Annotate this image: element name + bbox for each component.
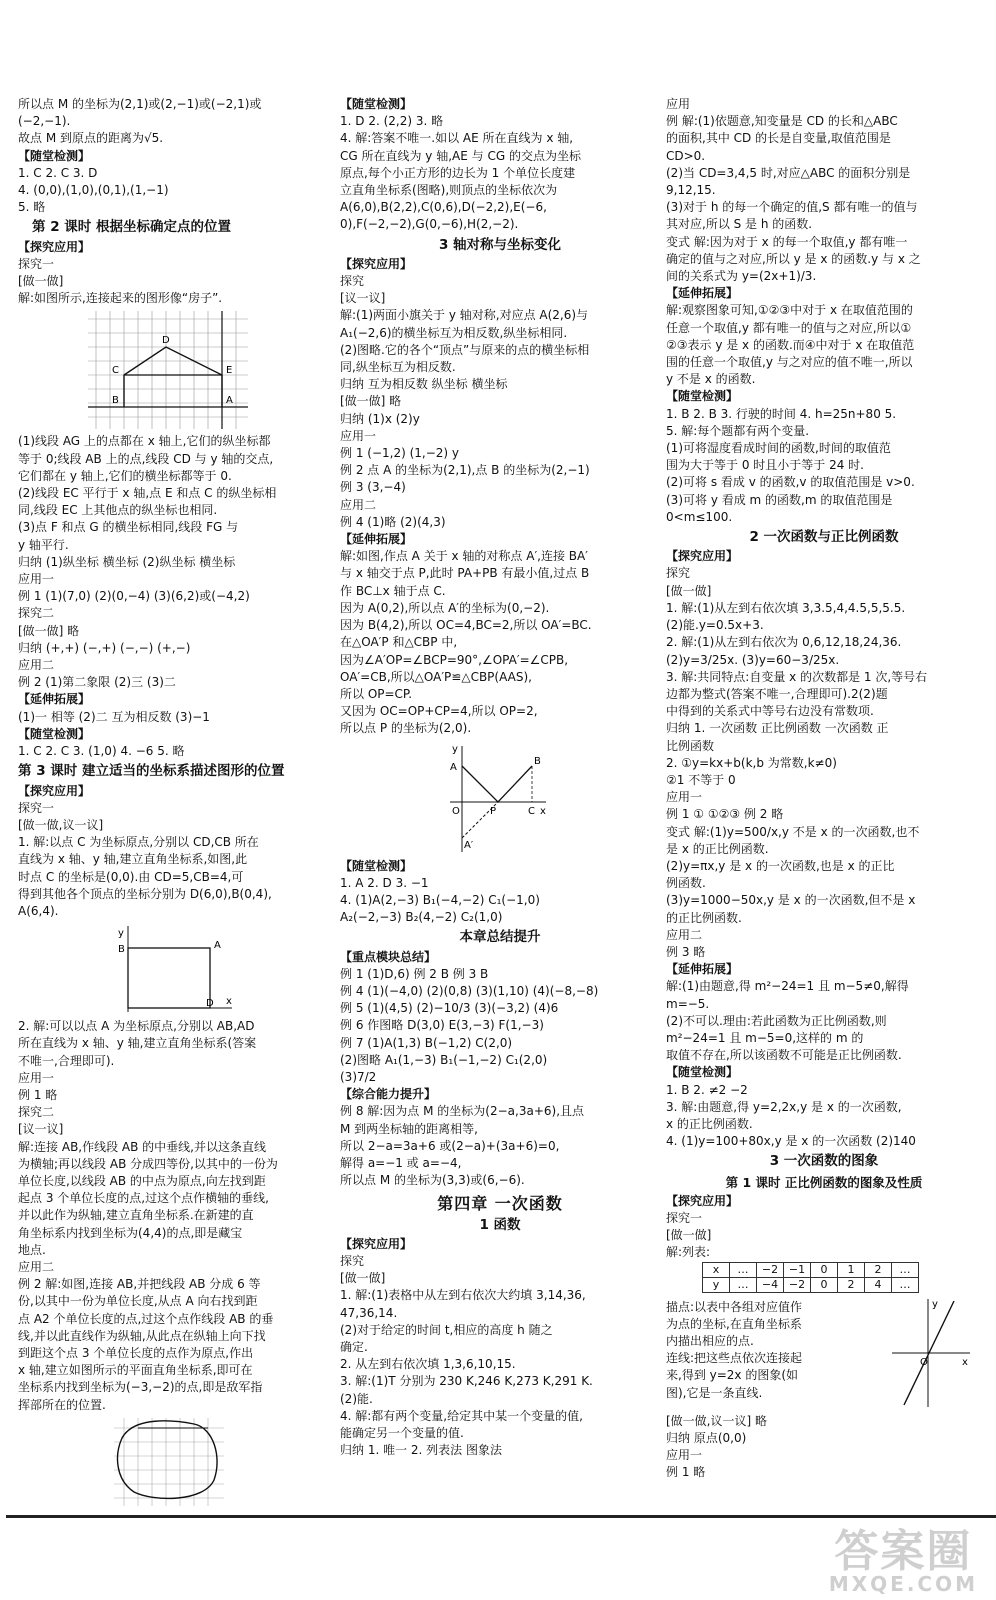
table-cell: x	[703, 1262, 730, 1277]
text-line: CD>0.	[666, 148, 706, 163]
watermark-logo-text: 答案圈	[834, 1526, 973, 1577]
text-line: 时点 C 的坐标是(0,0).由 CD=5,CB=4,可	[18, 869, 244, 884]
text-line: 确定.	[340, 1340, 368, 1354]
text-line: 起点 3 个单位长度的点,过这个点作横轴的垂线,	[18, 1191, 269, 1206]
text-line: M 到两坐标轴的距离相等,	[340, 1121, 478, 1136]
text-line: 挥部所在的位置.	[18, 1397, 106, 1412]
refl-label-c: C	[528, 805, 535, 817]
watermark-url: MXQE.COM	[828, 1572, 978, 1596]
house-label-a: A	[226, 395, 233, 407]
table-row-y	[703, 1277, 919, 1292]
text-line: (2)图略.它的各个“顶点”与原来的点的横坐标相	[340, 342, 590, 357]
house-label-d: D	[162, 335, 170, 347]
rect-label-b: B	[118, 944, 125, 956]
table-cell: −1	[784, 1262, 811, 1277]
lesson2-title: 第 2 课时 根据坐标确定点的位置	[32, 219, 231, 236]
text-line: 应用二	[666, 927, 703, 942]
text-line: 探究	[340, 274, 365, 289]
text-line: 例 5 (1)(4,5) (2)−10/3 (3)(−3,2) (4)6	[340, 1001, 559, 1016]
text-line: 【随堂检测】	[666, 389, 739, 404]
text-line: 解:(1)两面小旗关于 y 轴对称,对应点 A(2,6)与	[340, 308, 589, 323]
house-label-b: B	[112, 395, 119, 407]
text-line: 3. 解:(1)T 分别为 230 K,246 K,273 K,291 K.	[340, 1374, 593, 1389]
table-cell: …	[892, 1277, 919, 1292]
sec3-axis-symmetry-title: 3 轴对称与坐标变化	[438, 236, 562, 253]
text-line: 的正比例函数.	[666, 910, 742, 925]
text-line: 例 解:(1)依题意,知变量是 CD 的长和△ABC	[666, 114, 898, 129]
text-line: (−2,−1).	[18, 114, 71, 129]
text-line: 归纳 1. 唯一 2. 列表法 图象法	[340, 1443, 502, 1458]
text-line: 1. C 2. C 3. D	[18, 165, 98, 180]
sec1-function-title: 1 函数	[479, 1216, 521, 1233]
text-line: 例 3 (3,−4)	[340, 480, 406, 495]
text-line: [议一议]	[18, 1122, 64, 1137]
text-line: 变式 解:因为对于 x 的每一个取值,y 都有唯一	[666, 234, 908, 249]
text-line: 归纳 原点(0,0)	[666, 1430, 747, 1445]
text-line: 地点.	[18, 1242, 46, 1257]
text-line: A(6,4).	[18, 903, 59, 918]
text-line: 描点:以表中各组对应值作	[666, 1299, 803, 1314]
text-line: [做一做]	[666, 1228, 712, 1243]
text-line: 作 BC⊥x 轴于点 C.	[340, 583, 446, 598]
text-line: 能确定另一个变量的值.	[340, 1426, 464, 1441]
col3-sec2-lines	[666, 548, 982, 1150]
text-line: (3)对于 h 的每一个确定的值,S 都有唯一的值与	[666, 200, 918, 215]
text-line: 因为 A(0,2),所以点 A′的坐标为(0,−2).	[340, 600, 550, 615]
text-line: 解:如图,作点 A 关于 x 轴的对称点 A′,连接 BA′	[340, 549, 588, 564]
text-line: 应用一	[666, 790, 703, 805]
text-line: (2)y=πx,y 是 x 的一次函数,也是 x 的正比	[666, 858, 895, 873]
text-line: 所以 OP=CP.	[340, 686, 413, 701]
text-line: 4. 解:答案不唯一.如以 AE 所在直线为 x 轴,	[340, 131, 574, 146]
value-table	[702, 1262, 919, 1293]
text-line: [做一做] 略	[340, 394, 402, 409]
text-line: OA′=CB,所以△OA′P≌△CBP(AAS),	[340, 669, 532, 684]
text-line: 例函数.	[666, 876, 706, 891]
text-line: (2)图略 A₁(1,−3) B₁(−1,−2) C₁(2,0)	[340, 1052, 548, 1067]
col3-lesson1-lines	[666, 1193, 982, 1262]
text-line: (1)可将湿度看成时间的函数,时间的取值范	[666, 441, 891, 456]
text-line: 归纳 互为相反数 纵坐标 横坐标	[340, 377, 508, 392]
text-line: (2)对于给定的时间 t,相应的高度 h 随之	[340, 1322, 553, 1337]
lesson1-title: 第 1 课时 正比例函数的图象及性质	[725, 1174, 923, 1190]
text-line: 4. 解:都有两个变量,给定其中某一个变量的值,	[340, 1408, 583, 1423]
text-line: 探究一	[666, 1211, 703, 1225]
table-row-x	[703, 1262, 919, 1277]
table-cell: 0	[811, 1262, 838, 1277]
text-line: [做一做]	[340, 1271, 386, 1286]
table-cell: −2	[784, 1277, 811, 1292]
house-label-e: E	[226, 365, 233, 377]
house-grid-svg	[88, 311, 248, 429]
text-line: 同,线段 EC 上其他点的纵坐标也相同.	[18, 503, 218, 518]
text-line: 【探究应用】	[18, 783, 91, 798]
text-line: 因为∠A′OP=∠BCP=90°,∠OPA′=∠CPB,	[340, 652, 569, 667]
col1-lesson3-after	[18, 1018, 332, 1414]
text-line: y 轴平行.	[18, 537, 69, 552]
text-line: 解:连接 AB,作线段 AB 的中垂线,并以这条直线	[18, 1139, 266, 1154]
rect-label-a: A	[214, 940, 221, 952]
text-line: A₁(−2,6)的横坐标互为相反数,纵坐标相同.	[340, 325, 568, 340]
graph-label-y: y	[932, 1298, 938, 1310]
text-line: 例 1 ① ①②③ 例 2 略	[666, 807, 784, 822]
text-line: (2)可将 s 看成 v 的函数,v 的取值范围是 v>0.	[666, 475, 915, 490]
text-line: 探究一	[18, 256, 55, 271]
text-line: 比例函数	[666, 738, 715, 753]
text-line: (2)y=3/25x. (3)y=60−3/25x.	[666, 652, 840, 667]
text-line: (3)可将 y 看成 m 的函数,m 的取值范围是	[666, 492, 893, 507]
text-line: 所以点 P 的坐标为(2,0).	[340, 721, 472, 736]
text-line: 所以点 M 的坐标为(3,3)或(6,−6).	[340, 1173, 525, 1188]
text-line: A(6,0),B(2,2),C(0,6),D(−2,2),E(−6,	[340, 200, 547, 215]
text-line: 线,并以此直线作为纵轴,从此点在纵轴上向下找	[18, 1328, 266, 1343]
text-line: 解:(1)由题意,得 m²−24=1 且 m−5≠0,解得	[666, 979, 909, 994]
text-line: 图),它是一条直线.	[666, 1385, 763, 1400]
col3-after-lines	[666, 1413, 982, 1482]
text-line: [做一做]	[18, 274, 64, 289]
graph-label-o: O	[920, 1356, 928, 1368]
text-line: (1)一 相等 (2)二 互为相反数 (3)−1	[18, 709, 210, 724]
map-figure	[18, 1418, 332, 1506]
col2-sec1-lines	[340, 1236, 660, 1460]
text-line: y 不是 x 的函数.	[666, 372, 756, 387]
refl-label-o: O	[452, 805, 460, 817]
text-line: 2. 解:可以以点 A 为坐标原点,分别以 AB,AD	[18, 1019, 255, 1034]
text-line: 确定的值与之对应,所以 y 是 x 的函数.y 与 x 之	[666, 251, 921, 266]
text-line: 例 4 (1)略 (2)(4,3)	[340, 514, 446, 529]
refl-label-a: A	[450, 761, 457, 773]
text-line: 例 1 (1)D,6) 例 2 B 例 3 B	[340, 966, 489, 981]
text-line: 1. 解:以点 C 为坐标原点,分别以 CD,CB 所在	[18, 835, 259, 850]
text-line: 围为大于等于 0 时且小于等于 24 时.	[666, 458, 864, 473]
rectangle-figure	[18, 924, 332, 1014]
text-line: (1)线段 AG 上的点都在 x 轴上,它们的纵坐标都	[18, 434, 271, 449]
text-line: 【延伸拓展】	[666, 286, 739, 301]
text-line: 例 7 (1)A(1,3) B(−1,2) C(2,0)	[340, 1035, 513, 1050]
text-line: 所以点 M 的坐标为(2,1)或(2,−1)或(−2,1)或	[18, 97, 262, 111]
text-line: 在△OA′P 和△CBP 中,	[340, 635, 458, 650]
text-line: 探究	[666, 566, 691, 581]
text-line: 任意一个取值,y 都有唯一的值与之对应,所以①	[666, 320, 912, 335]
refl-label-a-prime: A′	[464, 839, 474, 851]
col2-summary-lines	[340, 949, 660, 1190]
text-line: 例 8 解:因为点 M 的坐标为(2−a,3a+6),且点	[340, 1104, 585, 1119]
text-line: 2. ①y=kx+b(k,b 为常数,k≠0)	[666, 755, 837, 770]
text-line: (2)线段 EC 平行于 x 轴,点 E 和点 C 的纵坐标相	[18, 486, 277, 501]
text-line: 应用	[666, 97, 691, 111]
text-line: 2. 解:(1)从左到右依次为 0,6,12,18,24,36.	[666, 635, 902, 650]
text-line: 3. 解:共同特点:自变量 x 的次数都是 1 次,等号右	[666, 669, 928, 684]
text-line: 【探究应用】	[18, 239, 91, 254]
text-line: 解:如图所示,连接起来的图形像“房子”.	[18, 291, 223, 306]
text-line: 例 1 (1)(7,0) (2)(0,−4) (3)(6,2)或(−4,2)	[18, 589, 250, 604]
text-line: 因为 B(4,2),所以 OC=4,BC=2,所以 OA′=BC.	[340, 618, 592, 633]
text-line: 探究	[340, 1253, 365, 1268]
text-line: 0),F(−2,−2),G(0,−6),H(2,−2).	[340, 217, 519, 232]
text-line: 2. 从左到右依次填 1,3,6,10,15.	[340, 1357, 516, 1372]
text-line: 【探究应用】	[340, 1236, 413, 1251]
chapter-summary-title: 本章总结提升	[459, 929, 541, 946]
col1-top-lines	[18, 96, 332, 216]
table-cell: …	[892, 1262, 919, 1277]
plot-section	[666, 1297, 982, 1409]
text-line: 1. D 2. (2,2) 3. 略	[340, 114, 444, 129]
text-line: 得到其他各个顶点的坐标分别为 D(6,0),B(0,4),	[18, 886, 272, 901]
text-line: 又因为 OC=OP+CP=4,所以 OP=2,	[340, 704, 538, 719]
text-line: 同,纵坐标互为相反数.	[340, 360, 456, 375]
text-line: 【随堂检测】	[18, 148, 91, 163]
text-line: 例 2 点 A 的坐标为(2,1),点 B 的坐标为(2,−1)	[340, 463, 590, 478]
col2-sec3-lines	[340, 256, 660, 738]
text-line: 单位长度,以线段 AB 的中点为原点,向左找到距	[18, 1173, 266, 1188]
text-line: 应用一	[340, 428, 377, 443]
text-line: 原点,每个小正方形的边长为 1 个单位长度建	[340, 165, 576, 180]
text-line: 其对应,所以 S 是 h 的函数.	[666, 217, 813, 232]
text-line: 【延伸拓展】	[18, 692, 91, 707]
text-line: (3)点 F 和点 G 的横坐标相同,线段 FG 与	[18, 520, 239, 535]
text-line: [做一做] 略	[18, 623, 80, 638]
text-line: 5. 解:每个题都有两个变量.	[666, 423, 810, 438]
text-line: m=−5.	[666, 996, 710, 1011]
text-line: 4. (0,0),(1,0),(0,1),(1,−1)	[18, 183, 169, 198]
chapter4-title: 第四章 一次函数	[437, 1194, 563, 1214]
text-line: 归纳 (1)x (2)y	[340, 411, 420, 426]
house-figure	[18, 311, 332, 429]
map-svg	[114, 1418, 224, 1506]
text-line: [做一做]	[666, 583, 712, 598]
plot-description	[666, 1299, 802, 1402]
bottom-rule	[6, 1515, 996, 1518]
refl-label-y: y	[452, 743, 458, 755]
text-line: 【重点模块总结】	[340, 949, 437, 964]
column-left	[18, 96, 332, 1510]
text-line: 【探究应用】	[666, 1193, 739, 1208]
text-line: 4. (1)A(2,−3) B₁(−4,−2) C₁(−1,0)	[340, 892, 540, 907]
text-line: ②③表示 y 是 x 的函数.而④中对于 x 在取值范	[666, 337, 915, 352]
text-line: 【随堂检测】	[666, 1065, 739, 1080]
text-line: 坐标系内找到坐标为(−3,−2)的点,即是敌军指	[18, 1380, 263, 1395]
text-line: 例 1 略	[18, 1087, 58, 1102]
text-line: (3)7/2	[340, 1069, 377, 1084]
text-line: 【延伸拓展】	[666, 962, 739, 977]
text-line: 围的任意一个取值,y 与之对应的值不唯一,所以	[666, 355, 913, 370]
text-line: 例 6 作图略 D(3,0) E(3,−3) F(1,−3)	[340, 1018, 544, 1033]
text-line: 变式 解:(1)y=500/x,y 不是 x 的一次函数,也不	[666, 824, 920, 839]
text-line: 解:列表:	[666, 1245, 711, 1260]
text-line: 它们都在 y 轴上,它们的横坐标都等于 0.	[18, 468, 232, 483]
text-line: 的面积,其中 CD 的长是自变量,取值范围是	[666, 131, 891, 146]
text-line: 【探究应用】	[340, 256, 413, 271]
text-line: 探究二	[18, 1105, 55, 1120]
text-line: 所以 2−a=3a+6 或(2−a)+(3a+6)=0,	[340, 1138, 560, 1153]
text-line: [议一议]	[340, 291, 386, 306]
col1-lesson2-lines	[18, 239, 332, 308]
table-cell: −4	[757, 1277, 784, 1292]
text-line: 1. A 2. D 3. −1	[340, 875, 429, 890]
text-line: 应用二	[18, 658, 55, 673]
text-line: 探究二	[18, 606, 55, 621]
text-line: 1. B 2. ≠2 −2	[666, 1082, 748, 1097]
text-line: 【延伸拓展】	[340, 532, 413, 547]
text-line: 归纳 1. 一次函数 正比例函数 一次函数 正	[666, 721, 889, 736]
text-line: [做一做,议一议]	[18, 817, 104, 832]
text-line: ②1 不等于 0	[666, 772, 736, 787]
col2-check-lines	[340, 858, 660, 927]
text-line: 探究一	[18, 800, 55, 815]
column-middle	[340, 96, 660, 1459]
text-line: 解得 a=−1 或 a=−4,	[340, 1155, 462, 1170]
table-cell: …	[730, 1262, 757, 1277]
text-line: 应用二	[18, 1259, 55, 1274]
table-cell: 0	[811, 1277, 838, 1292]
graph-label-x: x	[962, 1356, 968, 1368]
table-cell: 2	[838, 1277, 865, 1292]
text-line: 归纳 (1)纵坐标 横坐标 (2)纵坐标 横坐标	[18, 554, 236, 569]
text-line: 连线:把这些点依次连接起	[666, 1351, 803, 1366]
text-line: 内描出相应的点.	[666, 1334, 754, 1349]
text-line: 【综合能力提升】	[340, 1087, 437, 1102]
text-line: 故点 M 到原点的距离为√5.	[18, 131, 164, 146]
text-line: (2)当 CD=3,4,5 时,对应△ABC 的面积分别是	[666, 165, 911, 180]
text-line: 为点的坐标,在直角坐标系	[666, 1316, 802, 1331]
text-line: 例 2 解:如图,连接 AB,并把线段 AB 分成 6 等	[18, 1277, 261, 1292]
house-label-c: C	[112, 365, 119, 377]
text-line: 不唯一,合理即可).	[18, 1053, 115, 1068]
text-line: 【探究应用】	[666, 549, 739, 564]
text-line: 解:观察图象可知,①②③中对于 x 在取值范围的	[666, 303, 913, 318]
text-line: 【随堂检测】	[18, 726, 91, 741]
text-line: (2)不可以.理由:若此函数为正比例函数,则	[666, 1013, 887, 1028]
text-line: 中得到的关系式中等号右边没有常数项.	[666, 704, 874, 719]
text-line: 例 1 略	[666, 1465, 706, 1480]
rectangle-svg	[114, 924, 234, 1014]
text-line: 1. 解:(1)从左到右依次填 3,3.5,4,4.5,5,5.5.	[666, 600, 906, 615]
watermark	[828, 1526, 978, 1596]
text-line: [做一做,议一议] 略	[666, 1413, 767, 1428]
line-graph-svg	[892, 1297, 972, 1409]
sec2-linear-proportional-title: 2 一次函数与正比例函数	[749, 529, 899, 546]
text-line: 间的关系式为 y=(2x+1)/3.	[666, 269, 817, 284]
text-line: 来,得到 y=2x 的图象(如	[666, 1368, 799, 1383]
text-line: 应用二	[340, 497, 377, 512]
text-line: 到距这个点 3 个单位长度的点作为原点,作出	[18, 1345, 254, 1360]
text-line: 并以此作为纵轴,建立直角坐标系.在新建的直	[18, 1208, 254, 1223]
text-line: CG 所在直线为 y 轴,AE 与 CG 的交点为坐标	[340, 148, 581, 163]
text-line: 例 3 略	[666, 944, 706, 959]
text-line: (2)能.	[340, 1391, 373, 1406]
text-line: 1. C 2. C 3. (1,0) 4. −6 5. 略	[18, 744, 185, 759]
text-line: 所在直线为 x 轴、y 轴,建立直角坐标系(答案	[18, 1036, 257, 1051]
text-line: 【随堂检测】	[340, 858, 413, 873]
text-line: A₂(−2,−3) B₂(4,−2) C₂(1,0)	[340, 910, 503, 925]
reflection-figure	[340, 742, 660, 854]
text-line: 例 2 (1)第二象限 (2)三 (3)二	[18, 675, 176, 690]
sec3-function-graph-title: 3 一次函数的图象	[769, 1153, 879, 1170]
column-right	[666, 96, 982, 1481]
text-line: 例 4 (1)(−4,0) (2)(0,8) (3)(1,10) (4)(−8,−8)	[340, 983, 599, 998]
table-cell: …	[730, 1277, 757, 1292]
text-line: 9,12,15.	[666, 183, 716, 198]
table-cell: 2	[865, 1262, 892, 1277]
col1-lesson3-lines	[18, 783, 332, 921]
text-line: m²−24=1 且 m−5=0,这样的 m 的	[666, 1030, 864, 1045]
text-line: 1. 解:(1)表格中从左到右依次大约填 3,14,36,	[340, 1288, 586, 1303]
text-line: 点 A2 个单位长度的点,过这个点作线段 AB 的垂	[18, 1311, 274, 1326]
text-line: 3. 解:由题意,得 y=2,2x,y 是 x 的一次函数,	[666, 1099, 902, 1114]
text-line: x 的正比例函数.	[666, 1116, 753, 1131]
refl-label-x: x	[540, 805, 546, 817]
refl-label-b: B	[534, 755, 541, 767]
text-line: 为横轴;再以线段 AB 分成四等份,以其中的一份为	[18, 1156, 278, 1171]
text-line: 47,36,14.	[340, 1305, 398, 1320]
rect-label-y: y	[118, 928, 124, 940]
rect-label-x: x	[226, 996, 232, 1008]
text-line: 是 x 的正比例函数.	[666, 841, 769, 856]
text-line: 等于 0;线段 AB 上的点,线段 CD 与 y 轴的交点,	[18, 451, 274, 466]
text-line: 直线为 x 轴、y 轴,建立直角坐标系,如图,此	[18, 852, 248, 867]
text-line: 例 1 (−1,2) (1,−2) y	[340, 446, 459, 461]
text-line: 立直角坐标系(图略),则顶点的坐标依次为	[340, 183, 558, 198]
refl-label-p: P	[490, 805, 497, 817]
text-line: 份,以其中一份为单位长度,从点 A 向右找到距	[18, 1294, 258, 1309]
rect-label-d: D	[206, 998, 214, 1010]
table-cell: 1	[838, 1262, 865, 1277]
text-line: (2)能.y=0.5x+3.	[666, 618, 764, 633]
text-line: 边都为整式(答案不唯一,合理即可).2(2)题	[666, 686, 888, 701]
text-line: x 轴,建立如图所示的平面直角坐标系,即可在	[18, 1363, 253, 1378]
text-line: 5. 略	[18, 200, 46, 215]
text-line: 应用一	[18, 572, 55, 587]
text-line: 0<m≤100.	[666, 509, 733, 524]
table-cell: −2	[757, 1262, 784, 1277]
text-line: 1. B 2. B 3. 行驶的时间 4. h=25n+80 5.	[666, 406, 897, 421]
text-line: 【随堂检测】	[340, 97, 413, 111]
table-cell: y	[703, 1277, 730, 1292]
text-line: (3)y=1000−50x,y 是 x 的一次函数,但不是 x	[666, 893, 916, 908]
text-line: 应用一	[666, 1448, 703, 1463]
text-line: 4. (1)y=100+80x,y 是 x 的一次函数 (2)140	[666, 1134, 916, 1149]
lesson3-title: 第 3 课时 建立适当的坐标系描述图形的位置	[18, 763, 285, 780]
reflection-svg	[450, 742, 550, 854]
text-line: 角坐标系内找到坐标为(4,4)的点,即是藏宝	[18, 1225, 243, 1240]
text-line: 取值不存在,所以该函数不可能是正比例函数.	[666, 1048, 902, 1063]
col2-top-lines	[340, 96, 660, 234]
text-line: 与 x 轴交于点 P,此时 PA+PB 有最小值,过点 B	[340, 566, 590, 581]
table-cell: 4	[865, 1277, 892, 1292]
text-line: 应用一	[18, 1070, 55, 1085]
text-line: 归纳 (+,+) (−,+) (−,−) (+,−)	[18, 640, 191, 655]
col3-top-lines	[666, 96, 982, 526]
col1-lesson2-after	[18, 433, 332, 760]
